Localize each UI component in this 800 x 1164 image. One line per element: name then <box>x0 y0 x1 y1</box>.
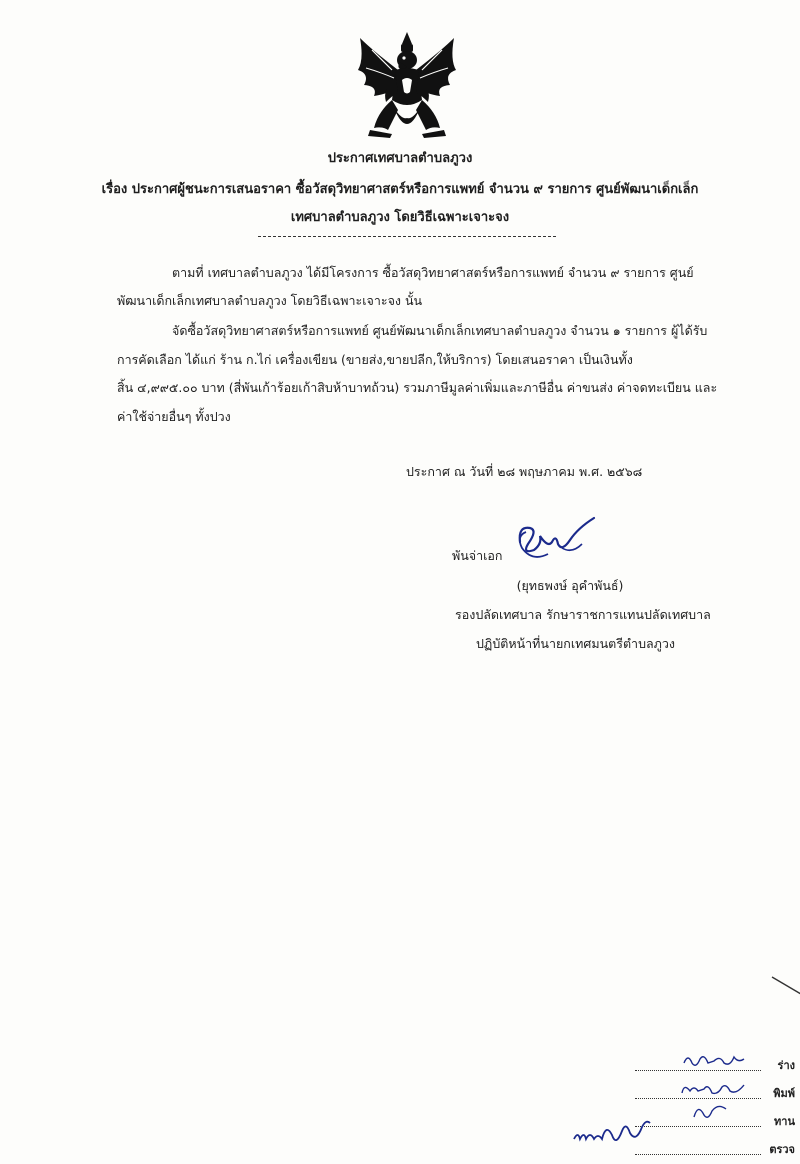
paragraph-2-line-4: ค่าใช้จ่ายอื่นๆ ทั้งปวง <box>117 409 231 424</box>
routing-row-type <box>580 1083 795 1103</box>
routing-label-draft: ร่าง <box>777 1059 795 1072</box>
paragraph-1-line-2: พัฒนาเด็กเล็กเทศบาลตำบลภูวง โดยวิธีเฉพาะเจาะจง นั้น <box>117 293 423 308</box>
signature-mark <box>512 514 602 569</box>
review-initials <box>690 1099 730 1123</box>
routing-label-type: พิมพ์ <box>773 1087 795 1100</box>
signatory-rank: พันจ่าเอก <box>452 548 503 563</box>
garuda-emblem-icon <box>352 30 462 145</box>
dashed-divider <box>258 236 556 237</box>
routing-label-check: ตรวจ <box>769 1143 795 1156</box>
document-title: ประกาศเทศบาลตำบลภูวง <box>327 151 473 166</box>
routing-row-draft <box>580 1055 795 1075</box>
paragraph-2-line-3: สิ้น ๔,๙๙๕.๐๐ บาท (สี่พันเก้าร้อยเก้าสิบห้าบาทถ้วน) รวมภาษีมูลค่าเพิ่มและภาษีอื่น ค่าขนส่ง ค่าจดทะเบียน และ <box>117 380 718 395</box>
routing-dotted-line <box>635 1126 761 1127</box>
routing-dotted-line <box>635 1154 761 1155</box>
paragraph-2-line-2: การคัดเลือก ได้แก่ ร้าน ก.ไก่ เครื่องเขียน (ขายส่ง,ขายปลีก,ให้บริการ) โดยเสนอราคา เป็นเงินทั้ง <box>117 352 633 367</box>
type-initials <box>678 1077 750 1099</box>
subject-line-2: เทศบาลตำบลภูวง โดยวิธีเฉพาะเจาะจง <box>290 210 510 225</box>
routing-row-check <box>580 1139 795 1159</box>
signatory-name: (ยุทธพงษ์ อุคำพันธ์) <box>516 578 624 593</box>
signatory-position-1: รองปลัดเทศบาล รักษาราชการแทนปลัดเทศบาล <box>455 607 711 622</box>
check-initials <box>572 1117 652 1151</box>
draft-initials <box>680 1049 750 1071</box>
corner-pen-stroke <box>770 975 800 999</box>
paragraph-1-line-1: ตามที่ เทศบาลตำบลภูวง ได้มีโครงการ ซื้อวัสดุวิทยาศาสตร์หรือการแพทย์ จำนวน ๙ รายการ ศูนย์ <box>172 265 694 280</box>
paragraph-2-line-1: จัดซื้อวัสดุวิทยาศาสตร์หรือการแพทย์ ศูนย์พัฒนาเด็กเล็กเทศบาลตำบลภูวง จำนวน ๑ รายการ ผู้ได้รับ <box>172 323 708 338</box>
signatory-position-2: ปฏิบัติหน้าที่นายกเทศมนตรีตำบลภูวง <box>476 636 676 651</box>
announce-date: ประกาศ ณ วันที่ ๒๘ พฤษภาคม พ.ศ. ๒๕๖๘ <box>406 464 643 479</box>
routing-label-review: ทาน <box>774 1115 795 1128</box>
subject-line-1: เรื่อง ประกาศผู้ชนะการเสนอราคา ซื้อวัสดุวิทยาศาสตร์หรือการแพทย์ จำนวน ๙ รายการ ศูนย์พัฒนาเด็กเล็ก <box>101 182 699 197</box>
